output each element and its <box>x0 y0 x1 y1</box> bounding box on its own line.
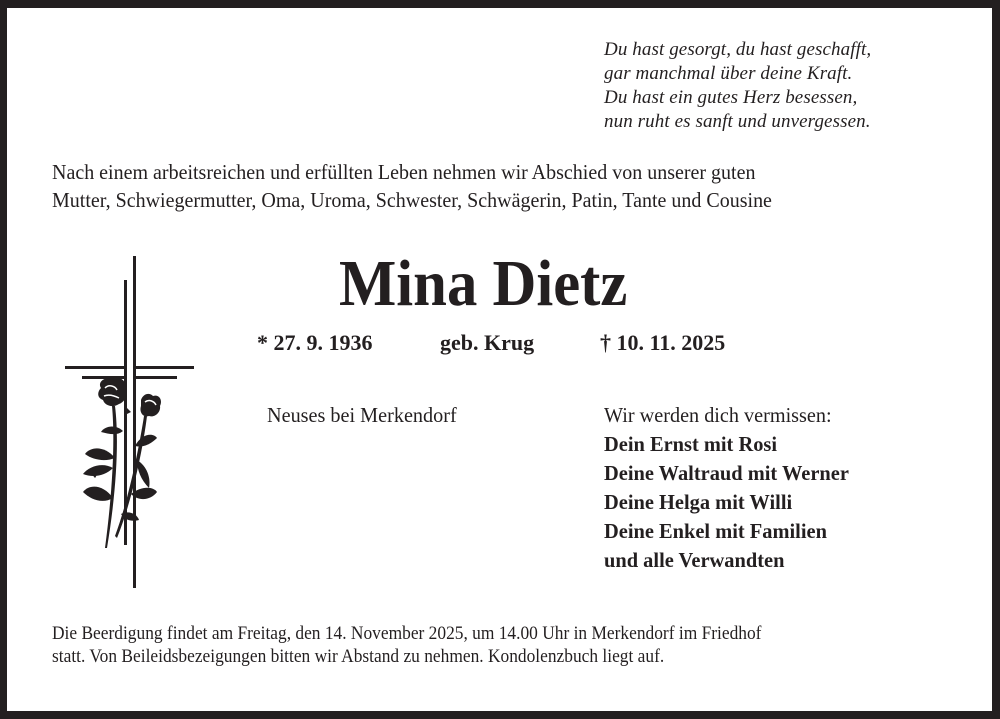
obituary-notice <box>7 8 992 711</box>
mourner-name: Deine Waltraud mit Werner <box>604 461 849 485</box>
poem-line: Du hast gesorgt, du hast geschafft, <box>604 39 872 60</box>
poem-line: nun ruht es sanft und unvergessen. <box>604 111 871 132</box>
mourner-name: Deine Helga mit Willi <box>604 490 793 514</box>
intro-line: Nach einem arbeitsreichen und erfüllten Leben nehmen wir Abschied von unserer guten <box>52 160 756 184</box>
death-date: † 10. 11. 2025 <box>600 330 726 355</box>
footer-line: statt. Von Beileidsbezeigungen bitten wir Abstand zu nehmen. Kondolenzbuch liegt auf. <box>52 647 665 667</box>
footer-line: Die Beerdigung findet am Freitag, den 14. November 2025, um 14.00 Uhr in Merkendorf im Friedhof <box>52 624 762 644</box>
funeral-details <box>52 623 761 669</box>
birth-date: * 27. 9. 1936 <box>257 330 373 355</box>
poem-line: Du hast ein gutes Herz besessen, <box>604 87 858 108</box>
cross-with-roses-icon <box>57 248 197 588</box>
mourner-name: und alle Verwandten <box>604 548 785 572</box>
place-of-residence: Neuses bei Merkendorf <box>267 403 457 427</box>
deceased-name: Mina Dietz <box>339 247 628 320</box>
intro-text <box>52 158 772 214</box>
memorial-poem <box>604 38 871 134</box>
mourner-name: Deine Enkel mit Familien <box>604 519 827 543</box>
intro-line: Mutter, Schwiegermutter, Oma, Uroma, Schwester, Schwägerin, Patin, Tante und Cousine <box>52 188 772 212</box>
maiden-name: geb. Krug <box>440 330 535 355</box>
poem-line: gar manchmal über deine Kraft. <box>604 63 853 84</box>
mourners-list <box>604 401 862 575</box>
mourners-heading: Wir werden dich vermissen: <box>604 403 832 427</box>
mourner-name: Dein Ernst mit Rosi <box>604 432 778 456</box>
